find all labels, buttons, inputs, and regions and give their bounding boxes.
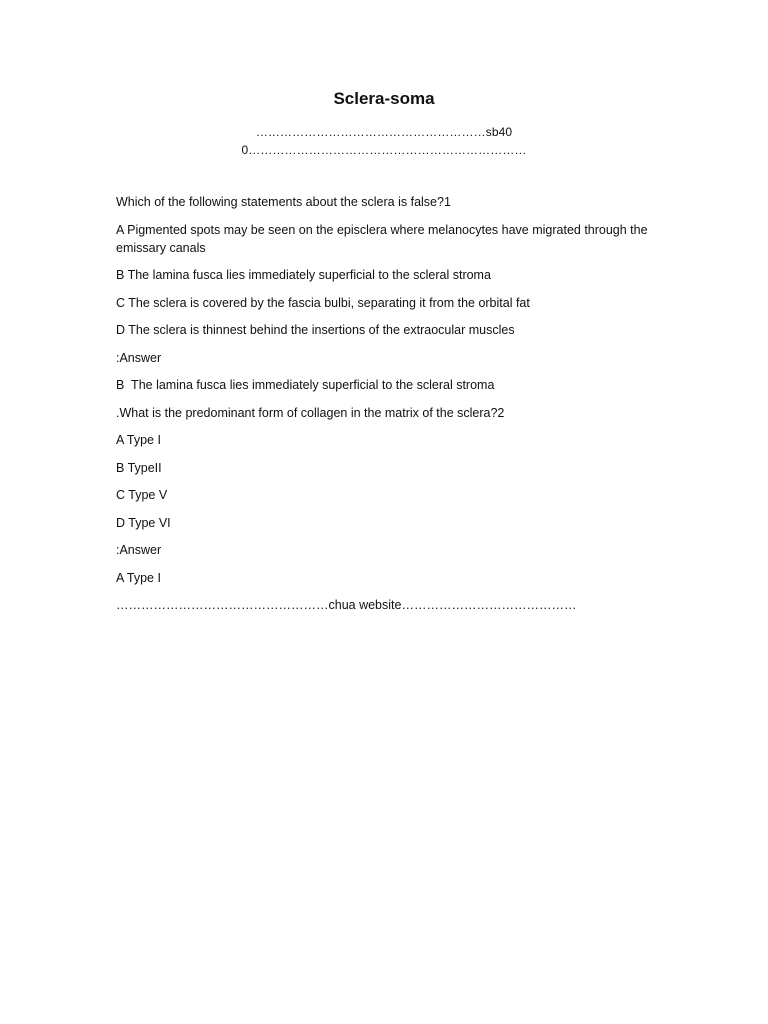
document-title: Sclera-soma — [333, 89, 435, 108]
q2-answer: A Type I — [116, 570, 161, 585]
q1-option-d: D The sclera is thinnest behind the insertions of the extraocular muscles — [116, 323, 515, 337]
question-1: Which of the following statements about the sclera is false?1 — [116, 195, 451, 209]
q2-option-c: C Type V — [116, 488, 168, 502]
q2-option-d: D Type VI — [116, 515, 171, 530]
q1-answer-label: :Answer — [116, 350, 162, 365]
q2-option-b: B TypeII — [116, 460, 162, 475]
q1-answer: B The lamina fusca lies immediately superficial to the scleral stroma — [116, 378, 495, 392]
document-body — [116, 193, 656, 614]
source-line: …………………………………………………sb400…………………………………………………………… — [241, 125, 527, 157]
q2-answer-label: :Answer — [116, 543, 162, 557]
q2-option-a: A Type I — [116, 433, 161, 447]
q1-option-b: B The lamina fusca lies immediately superficial to the scleral stroma — [116, 268, 491, 282]
q1-option-a: A Pigmented spots may be seen on the episclera where melanocytes have migrated through the emissary canals — [116, 222, 652, 255]
footer-source-line: ……………………………………………chua website…………………………………… — [116, 598, 577, 612]
question-2: .What is the predominant form of collagen in the matrix of the sclera?2 — [116, 405, 505, 420]
q1-option-c: C The sclera is covered by the fascia bulbi, separating it from the orbital fat — [116, 295, 530, 310]
